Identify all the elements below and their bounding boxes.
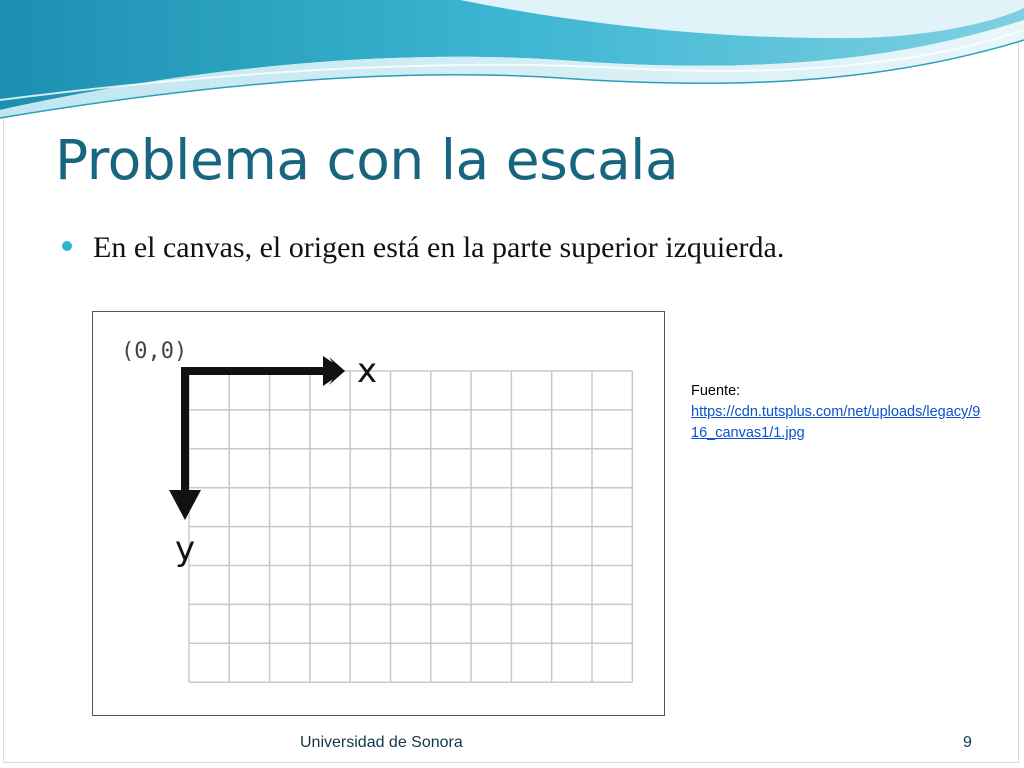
header-waves-decoration — [0, 0, 1024, 130]
x-axis-label: x — [357, 351, 378, 391]
footer-page-number: 9 — [963, 734, 972, 751]
source-link[interactable]: https://cdn.tutsplus.com/net/uploads/legacy/916_canvas1/1.jpg — [691, 404, 981, 441]
bullet-text: En el canvas, el origen está en la parte superior izquierda. — [93, 231, 785, 264]
canvas-coordinate-figure — [92, 311, 665, 716]
slide-title: Problema con la escala — [55, 128, 679, 192]
origin-label: (0,0) — [121, 339, 188, 364]
canvas-grid-diagram — [93, 312, 666, 717]
x-axis-arrow-icon — [181, 356, 345, 386]
bullet-icon — [62, 241, 72, 251]
y-axis-label: y — [175, 529, 196, 569]
source-label: Fuente: — [691, 383, 741, 399]
source-note — [691, 381, 991, 444]
canvas-grid — [189, 371, 632, 682]
y-axis-arrow-icon — [169, 367, 201, 520]
footer-organization: Universidad de Sonora — [300, 734, 463, 751]
